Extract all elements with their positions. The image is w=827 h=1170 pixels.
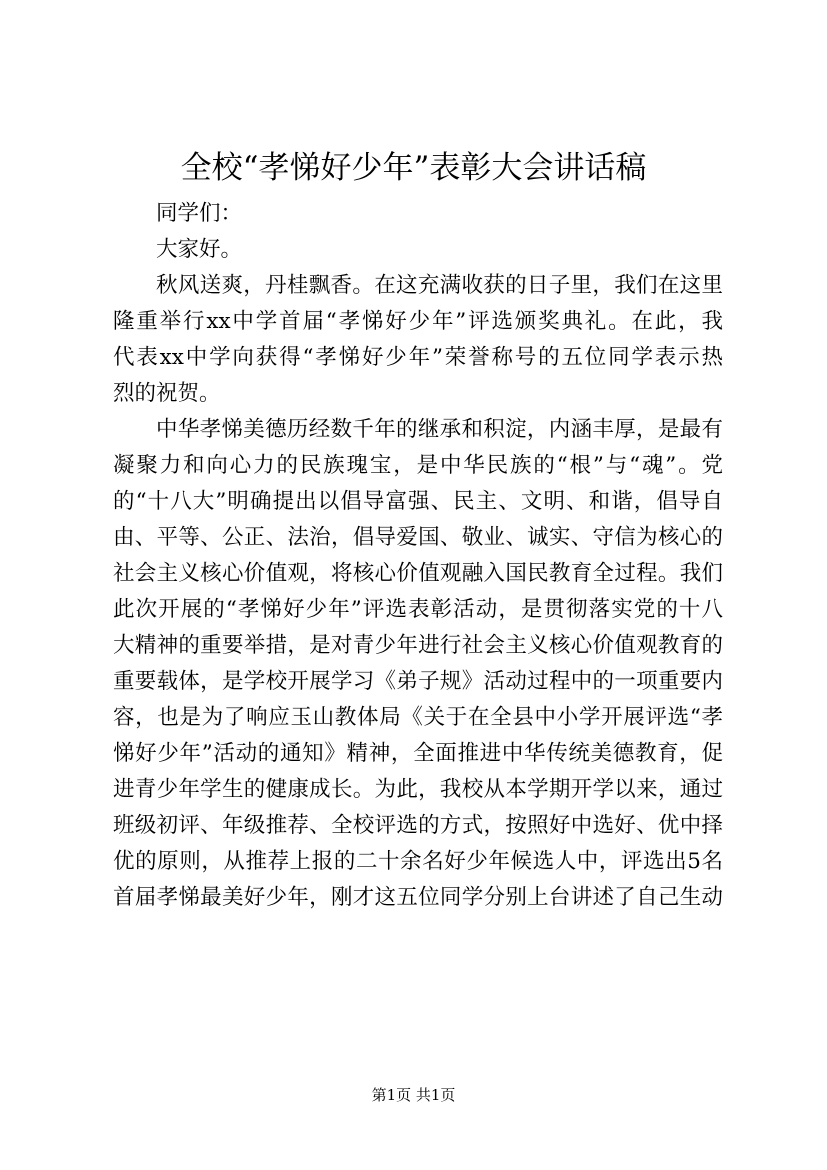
paragraph-line: 进青少年学生的健康成长。为此，我校从本学期开学以来，通过 — [113, 777, 723, 802]
paragraph-line: 容，也是为了响应玉山教体局《关于在全县中小学开展评选“孝 — [113, 705, 723, 730]
paragraph-line: 优的原则，从推荐上报的二十余名好少年候选人中，评选出5名 — [113, 849, 723, 874]
paragraph-line: 重要载体，是学校开展学习《弟子规》活动过程中的一项重要内 — [113, 669, 723, 694]
paragraph-2 — [113, 412, 723, 916]
paragraph-line: 中华孝悌美德历经数千年的继承和积淀，内涵丰厚，是最有 — [156, 417, 723, 442]
paragraph-line: 大精神的重要举措，是对青少年进行社会主义核心价值观教育的 — [113, 633, 723, 658]
paragraph-line: 代表xx中学向获得“孝悌好少年”荣誉称号的五位同学表示热 — [113, 345, 723, 370]
paragraph-line: 社会主义核心价值观，将核心价值观融入国民教育全过程。我们 — [113, 561, 723, 586]
paragraph-line: 班级初评、年级推荐、全校评选的方式，按照好中选好、优中择 — [113, 813, 723, 838]
page-number-footer: 第1页 共1页 — [371, 1086, 456, 1104]
greeting: 大家好。 — [156, 237, 243, 262]
paragraph-line: 烈的祝贺。 — [113, 381, 221, 406]
document-body — [113, 196, 723, 916]
salutation: 同学们： — [156, 201, 243, 226]
document-title: 全校“孝悌好少年”表彰大会讲话稿 — [180, 150, 647, 186]
paragraph-line: 隆重举行xx中学首届“孝悌好少年”评选颁奖典礼。在此，我 — [113, 309, 723, 334]
paragraph-line: 悌好少年”活动的通知》精神，全面推进中华传统美德教育，促 — [113, 741, 723, 766]
paragraph-line: 由、平等、公正、法治，倡导爱国、敬业、诚实、守信为核心的 — [113, 525, 723, 550]
paragraph-line: 的“十八大”明确提出以倡导富强、民主、文明、和谐，倡导自 — [113, 489, 723, 514]
paragraph-line: 凝聚力和向心力的民族瑰宝，是中华民族的“根”与“魂”。党 — [113, 453, 723, 478]
paragraph-line: 首届孝悌最美好少年，刚才这五位同学分别上台讲述了自己生动 — [113, 885, 723, 910]
paragraph-line: 秋风送爽，丹桂飘香。在这充满收获的日子里，我们在这里 — [156, 273, 723, 298]
paragraph-1 — [113, 268, 723, 412]
paragraph-line: 此次开展的“孝悌好少年”评选表彰活动，是贯彻落实党的十八 — [113, 597, 723, 622]
